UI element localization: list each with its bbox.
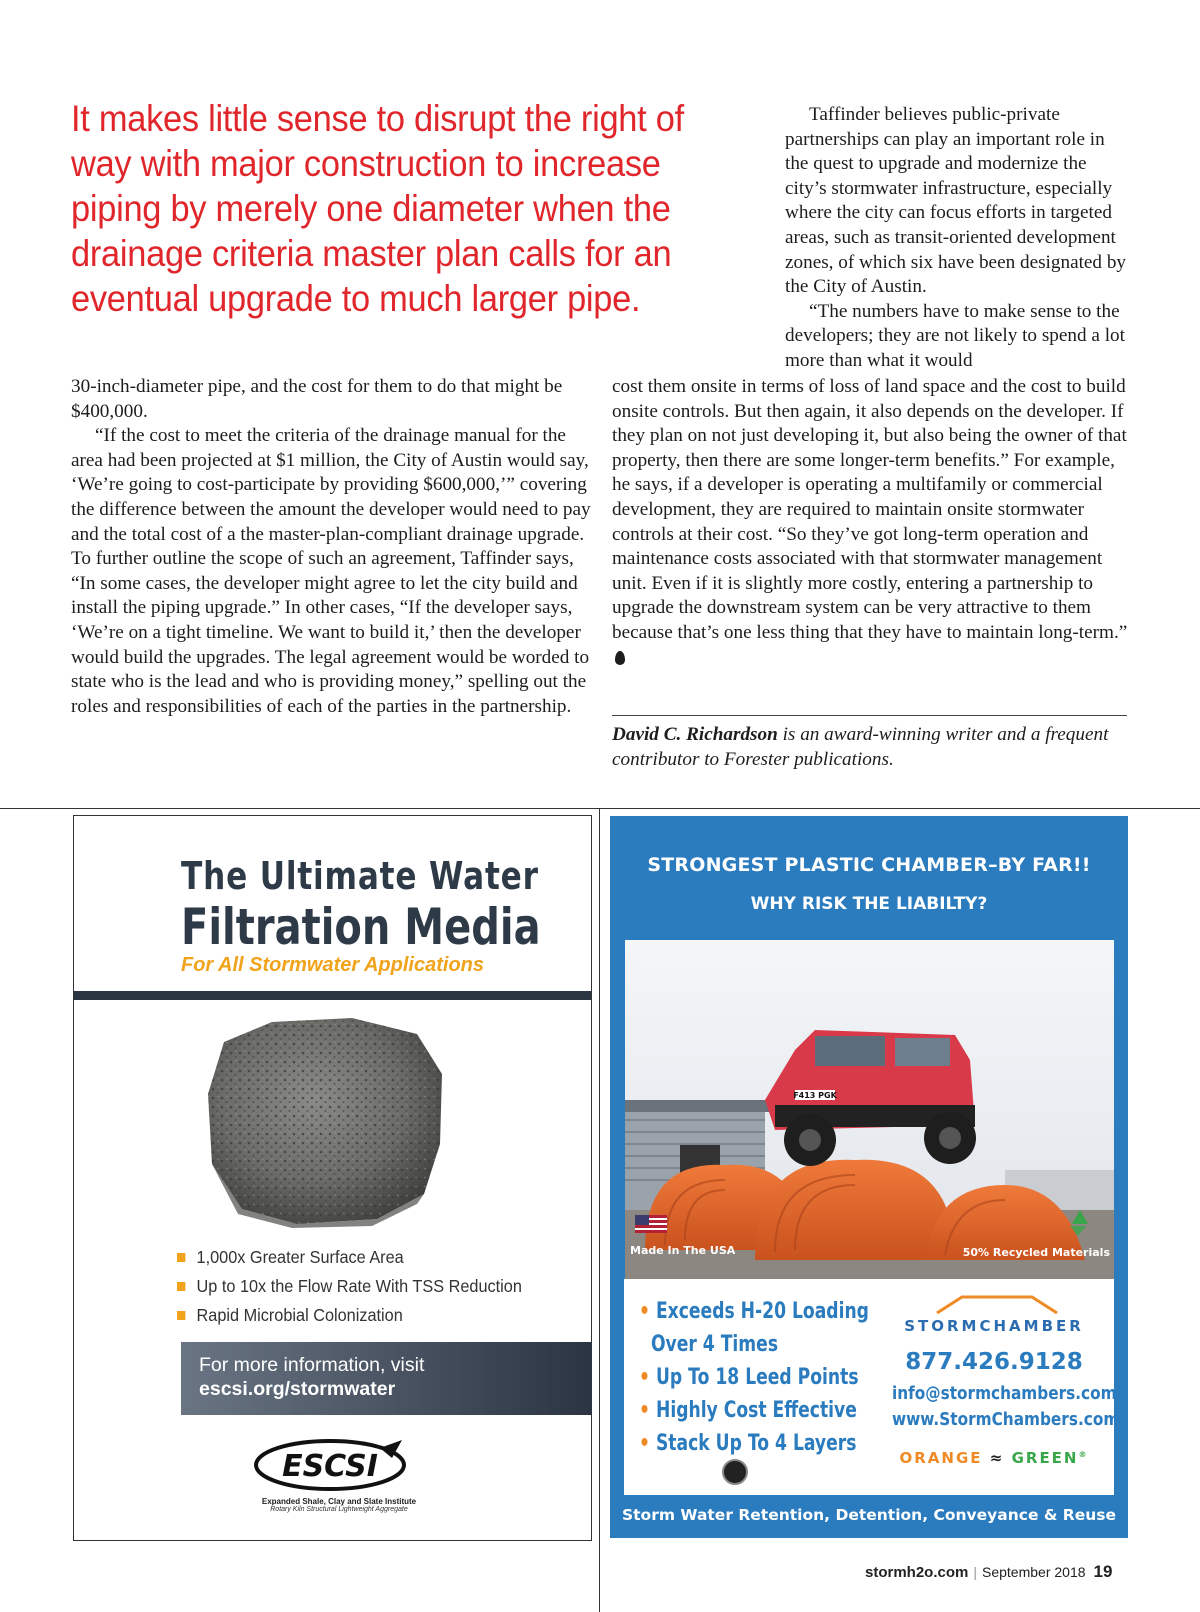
logo-subtitle-italic: Rotary Kiln Structural Lightweight Aggregate [270,1506,408,1513]
slogan-green: GREEN [1011,1449,1079,1467]
feature-text: Highly Cost Effective [655,1398,857,1423]
roof-logo-icon [932,1293,1062,1315]
issue-date: September 2018 [982,1564,1086,1580]
pull-quote: It makes little sense to disrupt the right of way with major construction to increase piping by merely one diameter when the drainage criteria master plan calls for an eventual upgrade to much larger pipe. [71,98,684,319]
list-item: • Up To 18 Leed Points [639,1365,859,1390]
ad-column-divider [599,808,600,1612]
feature-text: Over 4 Times [650,1332,779,1357]
slogan-separator: ≈ [989,1449,1005,1467]
bullet-text: Up to 10x the Flow Rate With TSS Reduction [196,1276,522,1296]
feature-text: Stack Up To 4 Layers [655,1431,857,1456]
bullet-square-icon [177,1253,185,1262]
made-in-usa-label: Made In The USA [630,1244,736,1257]
ad-headline-large: Filtration Media [181,898,541,956]
list-item: • Exceeds H-20 Loading [639,1299,869,1324]
article-paragraph: “If the cost to meet the criteria of the drainage manual for the area had been projected at $1 million, the City of Austin would say, ‘We’re going to cost-participate by providing $600,000,’” covering the difference between the amount the developer would need to pay and the total cost of a the master-plan-compliant drainage upgrade. To further outline the scope of such an agreement, Taffinder says, “In some cases, the developer might agree to let the city build and install the piping upgrade.” In other cases, “If the developer says, ‘We’re on a tight timeline. We want to build it,’ then the developer would build the upgrades. The legal agreement would be worded to state who is the lead and who is providing money,” spelling out the roles and responsibilities of each of the parties in the partnership. [71,425,591,717]
logo-subtitle: Expanded Shale, Clay and Slate Institute [261,1497,417,1506]
bullet-text: 1,000x Greater Surface Area [196,1247,404,1267]
truck-on-chambers-photo [625,940,1114,1293]
bullet-square-icon [177,1311,185,1320]
article-paragraph: Taffinder believes public-private partnerships can play an important role in the quest to upgrade and modernize the city’s stormwater infrastructure, especially where the city can focus efforts in targeted areas, such as transit-oriented development zones, of which six have been designated by the City of Austin. [785,104,1127,298]
feature-text: Exceeds H-20 Loading [655,1299,869,1324]
ad-feature-box [624,1279,1120,1495]
bullet-square-icon [177,1282,185,1291]
ad-subtitle: WHY RISK THE LIABILTY? [750,894,988,914]
article-paragraph: 30-inch-diameter pipe, and the cost for them to do that might be $400,000. [71,376,563,422]
recycled-label: 50% Recycled Materials [962,1246,1110,1259]
escsi-logo [252,1436,412,1494]
ad-divider-bar [74,991,591,1000]
list-item: • Stack Up To 4 Layers [639,1431,857,1456]
page-footer [865,1562,1112,1582]
article-paragraph [612,375,1132,670]
escsi-advertisement[interactable] [73,815,592,1541]
slogan-orange: ORANGE [899,1449,983,1467]
info-text: For more information, visit [199,1354,425,1376]
article-column-right [612,375,1132,670]
byline-divider [612,715,1127,716]
ad-info-box[interactable] [181,1342,592,1415]
article-paragraph-text: cost them onsite in terms of loss of land space and the cost to build onsite controls. But then again, it also depends on the developer. If they plan on not just developing it, but also being the owner of that property, then there are some longer-term benefits.” For example, he says, if a developer is operating a multifamily or commercial development, they are required to maintain onsite stormwater controls at their cost. “So they’ve got long-term operation and maintenance costs associated with that stormwater management unit. Even if it is slightly more costly, entering a partnership to upgrade the downstream system can be very attractive to them because that’s one less thing that they have to maintain long-term.” [612,376,1128,643]
footer-separator: | [973,1564,977,1580]
ad-section-divider [0,808,1200,809]
ad-footer: Storm Water Retention, Detention, Conveyance & Reuse [621,1506,1116,1524]
website-link[interactable]: www.StormChambers.com [892,1409,1120,1430]
email-link[interactable]: info@stormchambers.com [892,1383,1117,1404]
ad-title: STRONGEST PLASTIC CHAMBER–BY FAR!! [647,854,1091,876]
ad-bullet-list [177,1243,548,1330]
ad-tagline: For All Stormwater Applications [181,954,484,976]
stormchamber-advertisement[interactable] [610,816,1128,1538]
slogan: ORANGE ≈ GREEN® [899,1449,1089,1467]
stormchamber-brand: STORMCHAMBER [904,1317,1084,1335]
feature-text: Up To 18 Leed Points [655,1365,859,1390]
list-item [639,1328,869,1361]
bullet-text: Rapid Microbial Colonization [196,1305,403,1325]
author-byline [612,722,1132,772]
list-item: • Highly Cost Effective [639,1398,857,1423]
escsi-link[interactable]: escsi.org/stormwater [199,1378,396,1400]
ad-headline: The Ultimate Water [181,854,539,898]
author-bio: is an award-winning writer and a frequent contributor to Forester publications. [612,724,1109,770]
article-column-right-top [785,103,1130,374]
list-item [177,1272,522,1301]
list-item [177,1243,522,1272]
article-paragraph: “The numbers have to make sense to the developers; they are not likely to spend a lot more than what it would [785,300,1125,371]
aggregate-stone-image [202,1014,452,1229]
license-plate: F413 PGK [793,1091,837,1100]
author-name: David C. Richardson [612,724,778,745]
phone-number[interactable]: 877.426.9128 [905,1349,1083,1375]
feature-list [639,1295,869,1460]
site-name[interactable]: stormh2o.com [865,1564,969,1581]
page-number: 19 [1093,1562,1113,1581]
certification-seal-icon [722,1459,748,1485]
article-column-left [71,375,596,719]
water-drop-icon [615,651,625,665]
list-item [177,1301,522,1330]
escsi-logo-text: ESCSI [282,1449,378,1484]
